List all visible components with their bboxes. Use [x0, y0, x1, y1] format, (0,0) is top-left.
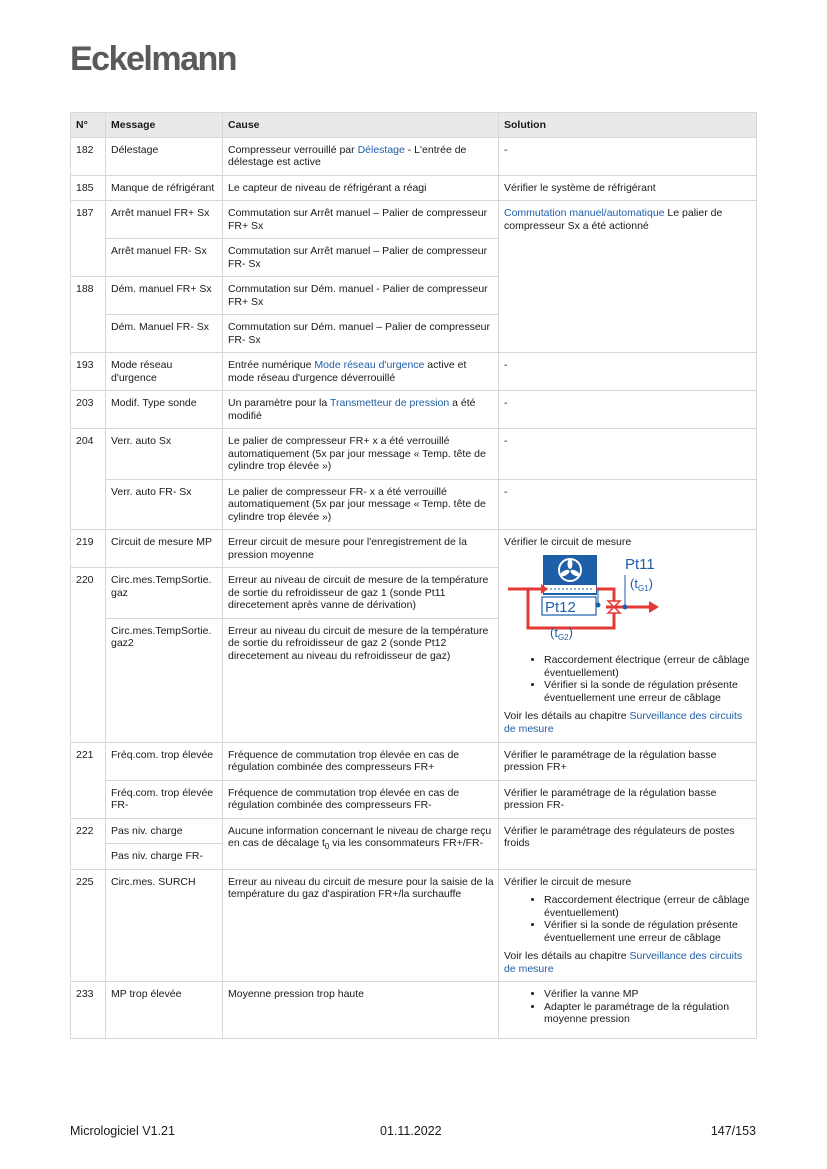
row-number: 185 — [71, 175, 106, 201]
row-message: Pas niv. charge — [106, 818, 223, 844]
details-reference — [504, 950, 752, 975]
row-cause: Le capteur de niveau de réfrigérant a réagi — [223, 175, 499, 201]
row-solution: Vérifier le système de réfrigérant — [499, 175, 757, 201]
row-solution — [499, 869, 757, 982]
row-number: 221 — [71, 742, 106, 818]
row-solution: - — [499, 137, 757, 175]
table-row — [71, 818, 757, 844]
row-solution: - — [499, 353, 757, 391]
row-cause — [223, 137, 499, 175]
list-item: • Vérifier si la sonde de régulation présente éventuellement une erreur de câblage — [544, 679, 752, 704]
table-row — [71, 137, 757, 175]
row-number: 225 — [71, 869, 106, 982]
cause-text: Un paramètre pour la — [228, 397, 330, 409]
table-row — [71, 479, 757, 530]
row-number: 220 — [71, 568, 106, 743]
cause-subscript: 0 — [324, 842, 330, 852]
header-no: N° — [71, 113, 106, 138]
row-cause: Erreur circuit de mesure pour l'enregistrement de la pression moyenne — [223, 530, 499, 568]
row-message: Pas niv. charge FR- — [106, 844, 223, 870]
cause-text: via les consommateurs FR+/FR- — [329, 837, 484, 849]
table-row — [71, 530, 757, 568]
pt12-label: Pt12 — [545, 598, 576, 616]
row-cause: Le palier de compresseur FR- x a été verrouillé automatiquement (5x par jour message « Temp. tête de cylindre trop élevée ») — [223, 479, 499, 530]
measuring-circuit-link[interactable]: Surveillance des circuits de mesure — [504, 950, 743, 975]
header-cause: Cause — [223, 113, 499, 138]
table-row — [71, 429, 757, 480]
solution-intro: Vérifier le circuit de mesure — [504, 536, 632, 548]
row-solution — [499, 530, 757, 743]
row-message: Délestage — [106, 137, 223, 175]
row-message: Circ.mes.TempSortie. gaz — [106, 568, 223, 619]
row-cause: Moyenne pression trop haute — [223, 982, 499, 1039]
row-message: Mode réseau d'urgence — [106, 353, 223, 391]
details-text: Voir les détails au chapitre — [504, 710, 630, 722]
table-row — [71, 982, 757, 1039]
row-message: Circuit de mesure MP — [106, 530, 223, 568]
tg2-label: $(t_{G2})$ — [550, 624, 573, 642]
solution-bullet-list — [504, 894, 752, 944]
emergency-mode-link[interactable]: Mode réseau d'urgence — [314, 359, 425, 371]
row-number: 219 — [71, 530, 106, 568]
cause-text: Compresseur verrouillé par — [228, 143, 358, 156]
row-solution: - — [499, 391, 757, 429]
row-message: Dém. manuel FR+ Sx — [106, 277, 223, 315]
row-message: Fréq.com. trop élevée — [106, 742, 223, 780]
row-message: Verr. auto Sx — [106, 429, 223, 480]
list-item: • Vérifier si la sonde de régulation présente éventuellement une erreur de câblage — [544, 919, 752, 944]
table-row — [71, 391, 757, 429]
row-number: 233 — [71, 982, 106, 1039]
details-reference — [504, 710, 752, 735]
tg1-label: $(t_{G1})$ — [630, 575, 653, 593]
cause-text: active et mode réseau d'urgence déverrouillé — [228, 359, 467, 384]
footer-page-number: 147/153 — [710, 1124, 756, 1138]
pressure-transmitter-link[interactable]: Transmetteur de pression — [329, 397, 450, 409]
row-cause — [223, 391, 499, 429]
table-row — [71, 175, 757, 201]
cause-text: Entrée numérique — [228, 359, 315, 371]
row-cause — [223, 353, 499, 391]
row-solution — [499, 201, 757, 353]
solution-bullet-list — [504, 654, 752, 704]
row-message: Modif. Type sonde — [106, 391, 223, 429]
row-cause — [223, 818, 499, 869]
list-item: • Raccordement électrique (erreur de câblage éventuellement) — [544, 894, 752, 919]
manual-auto-link[interactable]: Commutation manuel/automatique — [504, 207, 665, 219]
row-cause: Erreur au niveau du circuit de mesure pour la saisie de la température du gaz d'aspiration FR+/la surchauffe — [223, 869, 499, 982]
eckelmann-logo: Eckelmann — [70, 40, 237, 78]
row-number: 204 — [71, 429, 106, 530]
row-message: Circ.mes.TempSortie. gaz2 — [106, 618, 223, 742]
row-message: Fréq.com. trop élevée FR- — [106, 780, 223, 818]
row-message: Arrêt manuel FR+ Sx — [106, 201, 223, 239]
row-number: 187 — [71, 201, 106, 277]
cause-text: Aucune information concernant le niveau de charge reçu en cas de décalage t — [228, 824, 492, 849]
table-header-row — [71, 113, 757, 138]
row-message: Verr. auto FR- Sx — [106, 479, 223, 530]
message-table — [70, 112, 757, 1039]
row-number: 222 — [71, 818, 106, 869]
row-message: Arrêt manuel FR- Sx — [106, 239, 223, 277]
row-message: Dém. Manuel FR- Sx — [106, 315, 223, 353]
row-cause: Fréquence de commutation trop élevée en cas de régulation combinée des compresseurs FR+ — [223, 742, 499, 780]
row-cause: Commutation sur Arrêt manuel – Palier de compresseur FR- Sx — [223, 239, 499, 277]
row-cause: Commutation sur Dém. manuel - Palier de compresseur FR+ Sx — [223, 277, 499, 315]
gas-cooler-diagram — [506, 553, 666, 643]
list-item: • Adapter le paramétrage de la régulation moyenne pression — [544, 1001, 752, 1026]
row-number: 203 — [71, 391, 106, 429]
table-row — [71, 780, 757, 818]
row-solution: Vérifier le paramétrage de la régulation basse pression FR- — [499, 780, 757, 818]
table-row — [71, 869, 757, 982]
list-item: • Vérifier la vanne MP — [544, 988, 752, 1001]
list-item: • Raccordement électrique (erreur de câblage éventuellement) — [544, 654, 752, 679]
row-message: Circ.mes. SURCH — [106, 869, 223, 982]
row-number: 193 — [71, 353, 106, 391]
footer-date: 01.11.2022 — [380, 1124, 442, 1138]
row-cause: Fréquence de commutation trop élevée en cas de régulation combinée des compresseurs FR- — [223, 780, 499, 818]
row-message: Manque de réfrigérant — [106, 175, 223, 201]
table-row — [71, 742, 757, 780]
row-number: 188 — [71, 277, 106, 353]
solution-text: Le palier de compresseur Sx a été actionné — [504, 207, 723, 232]
row-cause: Commutation sur Arrêt manuel – Palier de compresseur FR+ Sx — [223, 201, 499, 239]
row-cause: Le palier de compresseur FR+ x a été verrouillé automatiquement (5x par jour message « Temp. tête de cylindre trop élevée ») — [223, 429, 499, 480]
table-row — [71, 353, 757, 391]
row-solution — [499, 982, 757, 1039]
details-text: Voir les détails au chapitre — [504, 950, 630, 962]
header-message: Message — [106, 113, 223, 138]
row-solution: - — [499, 479, 757, 530]
solution-bullet-list — [504, 988, 752, 1026]
row-number: 182 — [71, 137, 106, 175]
delestage-link[interactable]: Délestage — [357, 143, 405, 156]
row-solution: Vérifier le paramétrage des régulateurs de postes froids — [499, 818, 757, 869]
row-cause: Commutation sur Dém. manuel – Palier de compresseur FR- Sx — [223, 315, 499, 353]
row-cause: Erreur au niveau du circuit de mesure de la température de sortie du refroidisseur de gaz 2 (sonde Pt12 direcetement au niveau du refroidisseur de gaz) — [223, 618, 499, 742]
row-solution: - — [499, 429, 757, 480]
table-row — [71, 201, 757, 239]
row-solution: Vérifier le paramétrage de la régulation basse pression FR+ — [499, 742, 757, 780]
cause-text: a été modifié — [228, 397, 476, 422]
pt11-label: Pt11 — [625, 555, 655, 573]
footer-firmware-version: Micrologiciel V1.21 — [70, 1124, 175, 1138]
cause-text: - L'entrée de délestage est active — [228, 143, 467, 168]
header-solution: Solution — [499, 113, 757, 138]
measuring-circuit-link[interactable]: Surveillance des circuits de mesure — [504, 710, 743, 735]
row-cause: Erreur au niveau de circuit de mesure de la température de sortie du refroidisseur de gaz 1 (sonde Pt11 direcetement après vanne de dérivation) — [223, 568, 499, 619]
row-message: MP trop élevée — [106, 982, 223, 1039]
solution-intro: Vérifier le circuit de mesure — [504, 875, 632, 888]
